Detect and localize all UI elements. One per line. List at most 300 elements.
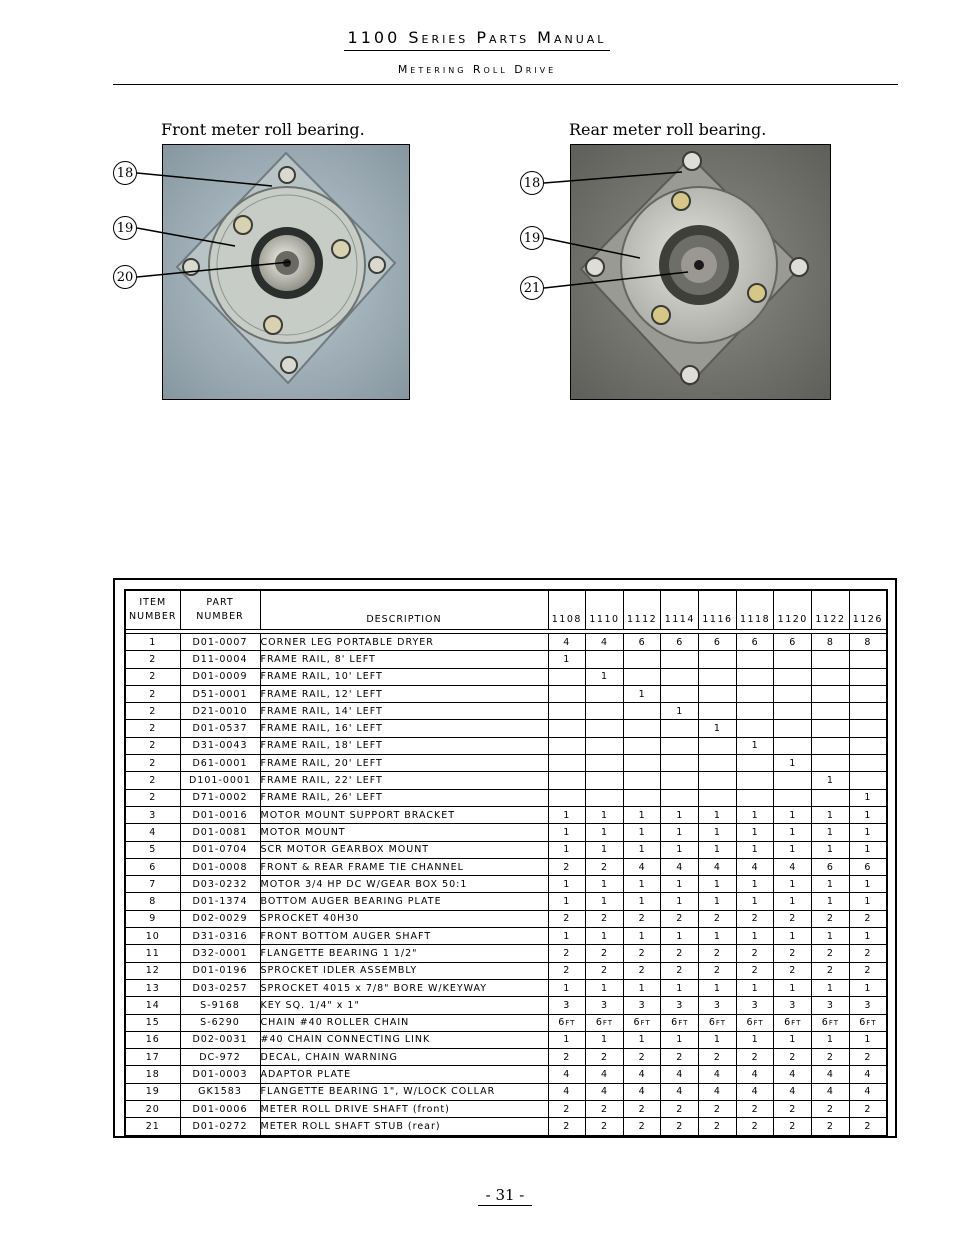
part-number-cell: D03-0257 — [180, 979, 260, 996]
quantity-cell — [736, 685, 774, 702]
quantity-cell: 2 — [661, 910, 699, 927]
quantity-cell — [548, 668, 586, 685]
quantity-cell — [812, 755, 850, 772]
description-cell: MOTOR 3/4 HP DC W/GEAR BOX 50:1 — [260, 876, 548, 893]
description-cell: BOTTOM AUGER BEARING PLATE — [260, 893, 548, 910]
part-number-cell: D31-0316 — [180, 928, 260, 945]
quantity-cell: 6 — [661, 634, 699, 651]
quantity-cell: 1 — [699, 841, 737, 858]
item-number-cell: 12 — [125, 962, 180, 979]
part-number-cell: D01-0537 — [180, 720, 260, 737]
quantity-cell: 2 — [548, 962, 586, 979]
quantity-cell: 1 — [586, 1031, 624, 1048]
description-cell: FLANGETTE BEARING 1", W/LOCK COLLAR — [260, 1083, 548, 1100]
quantity-cell — [586, 772, 624, 789]
quantity-cell — [623, 737, 661, 754]
quantity-cell: 2 — [812, 1049, 850, 1066]
quantity-cell — [661, 720, 699, 737]
quantity-cell — [849, 668, 887, 685]
part-number-header — [180, 590, 260, 630]
quantity-cell — [699, 685, 737, 702]
model-header: 1120 — [774, 590, 812, 630]
quantity-cell — [774, 737, 812, 754]
quantity-cell: 1 — [849, 841, 887, 858]
front-figure-caption: Front meter roll bearing. — [161, 120, 365, 139]
item-number-cell: 13 — [125, 979, 180, 996]
quantity-cell: 1 — [849, 893, 887, 910]
quantity-cell — [812, 668, 850, 685]
quantity-cell — [586, 685, 624, 702]
description-cell: FRONT & REAR FRAME TIE CHANNEL — [260, 858, 548, 875]
quantity-cell — [661, 789, 699, 806]
quantity-cell: 2 — [623, 1118, 661, 1136]
part-header-line2: NUMBER — [196, 611, 244, 622]
quantity-cell: 1 — [849, 806, 887, 823]
quantity-cell: 1 — [661, 806, 699, 823]
quantity-cell: 2 — [623, 1049, 661, 1066]
quantity-cell: 1 — [586, 841, 624, 858]
quantity-cell — [812, 720, 850, 737]
item-number-cell: 2 — [125, 685, 180, 702]
table-row — [125, 1101, 887, 1118]
quantity-cell — [774, 685, 812, 702]
quantity-cell: 4 — [661, 858, 699, 875]
quantity-cell — [586, 651, 624, 668]
quantity-cell — [623, 668, 661, 685]
quantity-cell — [812, 737, 850, 754]
item-number-cell: 9 — [125, 910, 180, 927]
quantity-cell: 2 — [661, 1049, 699, 1066]
table-row — [125, 945, 887, 962]
table-row — [125, 1066, 887, 1083]
quantity-cell — [812, 685, 850, 702]
parts-table — [124, 589, 888, 1137]
quantity-cell: 1 — [586, 824, 624, 841]
item-number-cell: 17 — [125, 1049, 180, 1066]
rear-bearing-photo — [570, 144, 831, 400]
quantity-cell: 2 — [849, 910, 887, 927]
quantity-cell: 1 — [774, 979, 812, 996]
part-number-cell: D01-0081 — [180, 824, 260, 841]
quantity-cell: 2 — [736, 910, 774, 927]
table-row — [125, 755, 887, 772]
quantity-cell: 2 — [849, 1049, 887, 1066]
quantity-cell — [774, 651, 812, 668]
quantity-cell — [661, 737, 699, 754]
quantity-cell — [736, 789, 774, 806]
model-header: 1110 — [586, 590, 624, 630]
quantity-cell: 4 — [623, 1083, 661, 1100]
item-number-cell: 14 — [125, 997, 180, 1014]
quantity-cell: 2 — [661, 1118, 699, 1136]
quantity-cell: 1 — [586, 979, 624, 996]
description-header: DESCRIPTION — [260, 590, 548, 630]
quantity-cell — [812, 703, 850, 720]
quantity-cell: 3 — [699, 997, 737, 1014]
part-number-cell: D101-0001 — [180, 772, 260, 789]
quantity-cell — [699, 755, 737, 772]
part-number-cell: DC-972 — [180, 1049, 260, 1066]
rear-figure-caption: Rear meter roll bearing. — [569, 120, 767, 139]
quantity-cell: 4 — [812, 1083, 850, 1100]
quantity-cell: 2 — [699, 910, 737, 927]
manual-title: 1100 Series Parts Manual — [0, 28, 954, 51]
quantity-cell: 2 — [774, 1049, 812, 1066]
quantity-cell: 3 — [849, 997, 887, 1014]
quantity-cell: 1 — [849, 789, 887, 806]
quantity-cell: 1 — [736, 806, 774, 823]
table-row — [125, 910, 887, 927]
quantity-cell — [849, 685, 887, 702]
description-cell: FRAME RAIL, 20' LEFT — [260, 755, 548, 772]
quantity-cell: 1 — [736, 824, 774, 841]
quantity-cell: 6 — [623, 634, 661, 651]
quantity-cell: 1 — [849, 928, 887, 945]
part-number-cell: S-9168 — [180, 997, 260, 1014]
quantity-cell: 4 — [699, 1083, 737, 1100]
quantity-cell: 1 — [736, 876, 774, 893]
quantity-cell — [623, 772, 661, 789]
table-row — [125, 876, 887, 893]
quantity-cell: 2 — [548, 945, 586, 962]
description-cell: FRAME RAIL, 22' LEFT — [260, 772, 548, 789]
item-number-cell: 4 — [125, 824, 180, 841]
callout-front-20: 20 — [113, 265, 137, 289]
item-number-cell: 3 — [125, 806, 180, 823]
table-row — [125, 858, 887, 875]
quantity-cell: 2 — [774, 1101, 812, 1118]
quantity-cell: 2 — [699, 1049, 737, 1066]
quantity-cell: 2 — [586, 858, 624, 875]
item-number-cell: 16 — [125, 1031, 180, 1048]
quantity-cell: 4 — [774, 1083, 812, 1100]
quantity-cell — [736, 668, 774, 685]
quantity-cell — [661, 755, 699, 772]
description-cell: FRONT BOTTOM AUGER SHAFT — [260, 928, 548, 945]
header-rule — [113, 84, 898, 85]
quantity-cell — [548, 755, 586, 772]
quantity-cell: 2 — [586, 1118, 624, 1136]
quantity-cell: 6ft — [699, 1014, 737, 1031]
quantity-cell: 4 — [699, 858, 737, 875]
table-row — [125, 772, 887, 789]
quantity-cell: 2 — [586, 1049, 624, 1066]
quantity-cell: 1 — [699, 806, 737, 823]
quantity-cell: 1 — [548, 841, 586, 858]
quantity-cell: 1 — [623, 1031, 661, 1048]
table-row — [125, 737, 887, 754]
description-cell: CHAIN #40 ROLLER CHAIN — [260, 1014, 548, 1031]
quantity-cell — [548, 720, 586, 737]
item-number-cell: 10 — [125, 928, 180, 945]
quantity-cell: 1 — [812, 979, 850, 996]
item-number-cell: 8 — [125, 893, 180, 910]
quantity-cell: 3 — [623, 997, 661, 1014]
quantity-cell: 2 — [699, 962, 737, 979]
quantity-cell: 2 — [548, 858, 586, 875]
quantity-cell: 2 — [812, 910, 850, 927]
quantity-cell: 2 — [736, 1101, 774, 1118]
table-row — [125, 1118, 887, 1136]
description-cell: MOTOR MOUNT — [260, 824, 548, 841]
quantity-cell: 6ft — [586, 1014, 624, 1031]
quantity-cell — [623, 720, 661, 737]
model-header: 1116 — [699, 590, 737, 630]
table-row — [125, 1049, 887, 1066]
quantity-cell: 1 — [661, 703, 699, 720]
table-row — [125, 806, 887, 823]
quantity-cell: 4 — [661, 1083, 699, 1100]
part-number-cell: D02-0029 — [180, 910, 260, 927]
quantity-cell: 2 — [586, 962, 624, 979]
quantity-cell: 1 — [849, 1031, 887, 1048]
quantity-cell: 1 — [548, 979, 586, 996]
quantity-cell: 4 — [736, 1083, 774, 1100]
item-number-header — [125, 590, 180, 630]
quantity-cell: 2 — [812, 945, 850, 962]
quantity-cell: 2 — [548, 1118, 586, 1136]
quantity-cell: 1 — [774, 841, 812, 858]
item-number-cell: 2 — [125, 755, 180, 772]
quantity-cell — [699, 772, 737, 789]
quantity-cell — [661, 685, 699, 702]
page-number: - 31 - — [478, 1186, 532, 1206]
quantity-cell: 2 — [849, 962, 887, 979]
description-cell: METER ROLL DRIVE SHAFT (front) — [260, 1101, 548, 1118]
quantity-cell: 1 — [774, 1031, 812, 1048]
quantity-cell — [623, 651, 661, 668]
part-number-cell: GK1583 — [180, 1083, 260, 1100]
description-cell: SPROCKET 4015 x 7/8" BORE W/KEYWAY — [260, 979, 548, 996]
quantity-cell: 6 — [849, 858, 887, 875]
description-cell: SCR MOTOR GEARBOX MOUNT — [260, 841, 548, 858]
quantity-cell: 6ft — [548, 1014, 586, 1031]
part-number-cell: D01-0003 — [180, 1066, 260, 1083]
description-cell: KEY SQ. 1/4" x 1" — [260, 997, 548, 1014]
description-cell: FRAME RAIL, 10' LEFT — [260, 668, 548, 685]
item-number-cell: 2 — [125, 789, 180, 806]
quantity-cell — [661, 668, 699, 685]
quantity-cell — [774, 772, 812, 789]
item-number-cell: 2 — [125, 703, 180, 720]
parts-table-body — [125, 634, 887, 1136]
table-row — [125, 962, 887, 979]
quantity-cell: 6ft — [849, 1014, 887, 1031]
quantity-cell — [736, 755, 774, 772]
quantity-cell: 4 — [586, 1083, 624, 1100]
quantity-cell — [849, 772, 887, 789]
quantity-cell: 1 — [548, 876, 586, 893]
model-header: 1114 — [661, 590, 699, 630]
part-number-cell: D03-0232 — [180, 876, 260, 893]
quantity-cell: 1 — [623, 928, 661, 945]
quantity-cell: 8 — [849, 634, 887, 651]
quantity-cell — [586, 755, 624, 772]
description-cell: SPROCKET IDLER ASSEMBLY — [260, 962, 548, 979]
quantity-cell: 1 — [812, 841, 850, 858]
model-header: 1118 — [736, 590, 774, 630]
quantity-cell: 1 — [623, 824, 661, 841]
part-number-cell: S-6290 — [180, 1014, 260, 1031]
table-row — [125, 928, 887, 945]
quantity-cell: 4 — [736, 858, 774, 875]
quantity-cell: 8 — [812, 634, 850, 651]
quantity-cell: 4 — [623, 858, 661, 875]
quantity-cell: 2 — [586, 1101, 624, 1118]
quantity-cell: 1 — [586, 806, 624, 823]
quantity-cell: 1 — [623, 893, 661, 910]
quantity-cell — [774, 668, 812, 685]
quantity-cell: 2 — [774, 1118, 812, 1136]
description-cell: SPROCKET 40H30 — [260, 910, 548, 927]
quantity-cell: 1 — [699, 876, 737, 893]
quantity-cell: 2 — [586, 910, 624, 927]
quantity-cell: 1 — [661, 928, 699, 945]
description-cell: DECAL, CHAIN WARNING — [260, 1049, 548, 1066]
callout-rear-21: 21 — [520, 276, 544, 300]
quantity-cell — [699, 737, 737, 754]
quantity-cell: 2 — [623, 910, 661, 927]
quantity-cell — [548, 737, 586, 754]
quantity-cell: 2 — [812, 962, 850, 979]
quantity-cell: 1 — [586, 928, 624, 945]
quantity-cell — [586, 703, 624, 720]
quantity-cell: 1 — [623, 685, 661, 702]
quantity-cell: 2 — [774, 945, 812, 962]
quantity-cell: 4 — [586, 1066, 624, 1083]
quantity-cell — [736, 651, 774, 668]
quantity-cell: 4 — [812, 1066, 850, 1083]
quantity-cell — [699, 789, 737, 806]
table-header-row — [125, 590, 887, 630]
quantity-cell: 2 — [736, 945, 774, 962]
quantity-cell: 2 — [736, 1118, 774, 1136]
quantity-cell — [849, 737, 887, 754]
quantity-cell: 2 — [623, 1101, 661, 1118]
table-row — [125, 651, 887, 668]
quantity-cell: 6 — [699, 634, 737, 651]
part-number-cell: D71-0002 — [180, 789, 260, 806]
table-row — [125, 685, 887, 702]
quantity-cell: 1 — [736, 979, 774, 996]
quantity-cell: 1 — [812, 928, 850, 945]
description-cell: ADAPTOR PLATE — [260, 1066, 548, 1083]
description-cell: FRAME RAIL, 16' LEFT — [260, 720, 548, 737]
quantity-cell: 4 — [586, 634, 624, 651]
quantity-cell: 3 — [812, 997, 850, 1014]
quantity-cell: 2 — [812, 1118, 850, 1136]
quantity-cell: 4 — [548, 1083, 586, 1100]
callout-rear-18: 18 — [520, 171, 544, 195]
item-number-cell: 2 — [125, 772, 180, 789]
quantity-cell — [736, 772, 774, 789]
quantity-cell: 1 — [736, 928, 774, 945]
table-row — [125, 789, 887, 806]
table-row — [125, 668, 887, 685]
quantity-cell: 2 — [736, 962, 774, 979]
quantity-cell: 2 — [661, 1101, 699, 1118]
table-row — [125, 1083, 887, 1100]
part-number-cell: D01-0196 — [180, 962, 260, 979]
part-number-cell: D01-1374 — [180, 893, 260, 910]
quantity-cell: 6ft — [812, 1014, 850, 1031]
description-cell: FRAME RAIL, 18' LEFT — [260, 737, 548, 754]
item-number-cell: 5 — [125, 841, 180, 858]
description-cell: METER ROLL SHAFT STUB (rear) — [260, 1118, 548, 1136]
table-row — [125, 634, 887, 651]
table-row — [125, 1031, 887, 1048]
quantity-cell: 1 — [586, 876, 624, 893]
quantity-cell — [586, 737, 624, 754]
quantity-cell — [812, 789, 850, 806]
table-row — [125, 703, 887, 720]
item-number-cell: 18 — [125, 1066, 180, 1083]
quantity-cell: 4 — [623, 1066, 661, 1083]
quantity-cell: 1 — [736, 841, 774, 858]
quantity-cell: 1 — [548, 824, 586, 841]
quantity-cell: 1 — [736, 737, 774, 754]
item-number-cell: 2 — [125, 720, 180, 737]
quantity-cell — [849, 720, 887, 737]
quantity-cell: 1 — [849, 876, 887, 893]
item-number-cell: 15 — [125, 1014, 180, 1031]
quantity-cell: 2 — [661, 962, 699, 979]
quantity-cell: 6ft — [661, 1014, 699, 1031]
callout-front-18: 18 — [113, 161, 137, 185]
part-number-cell: D02-0031 — [180, 1031, 260, 1048]
quantity-cell: 4 — [736, 1066, 774, 1083]
quantity-cell: 1 — [699, 1031, 737, 1048]
quantity-cell: 4 — [548, 634, 586, 651]
quantity-cell — [623, 755, 661, 772]
item-number-cell: 20 — [125, 1101, 180, 1118]
quantity-cell — [699, 703, 737, 720]
item-number-cell: 2 — [125, 668, 180, 685]
item-number-cell: 2 — [125, 737, 180, 754]
quantity-cell: 6 — [736, 634, 774, 651]
quantity-cell: 1 — [623, 806, 661, 823]
item-number-cell: 2 — [125, 651, 180, 668]
callout-rear-19: 19 — [520, 226, 544, 250]
quantity-cell: 2 — [623, 962, 661, 979]
quantity-cell: 3 — [774, 997, 812, 1014]
part-number-cell: D01-0016 — [180, 806, 260, 823]
quantity-cell: 3 — [661, 997, 699, 1014]
quantity-cell — [849, 703, 887, 720]
quantity-cell: 1 — [661, 1031, 699, 1048]
quantity-cell: 1 — [661, 841, 699, 858]
quantity-cell — [548, 685, 586, 702]
quantity-cell: 1 — [812, 806, 850, 823]
parts-table-frame — [113, 578, 897, 1138]
description-cell: CORNER LEG PORTABLE DRYER — [260, 634, 548, 651]
quantity-cell: 6ft — [774, 1014, 812, 1031]
quantity-cell: 4 — [849, 1083, 887, 1100]
table-row — [125, 720, 887, 737]
quantity-cell: 1 — [774, 755, 812, 772]
quantity-cell: 1 — [586, 893, 624, 910]
description-cell: FRAME RAIL, 12' LEFT — [260, 685, 548, 702]
callout-front-19: 19 — [113, 216, 137, 240]
item-number-cell: 1 — [125, 634, 180, 651]
part-number-cell: D01-0007 — [180, 634, 260, 651]
quantity-cell: 1 — [661, 893, 699, 910]
item-number-cell: 7 — [125, 876, 180, 893]
part-number-cell: D01-0704 — [180, 841, 260, 858]
quantity-cell: 2 — [774, 910, 812, 927]
quantity-cell: 1 — [699, 979, 737, 996]
quantity-cell: 1 — [699, 928, 737, 945]
